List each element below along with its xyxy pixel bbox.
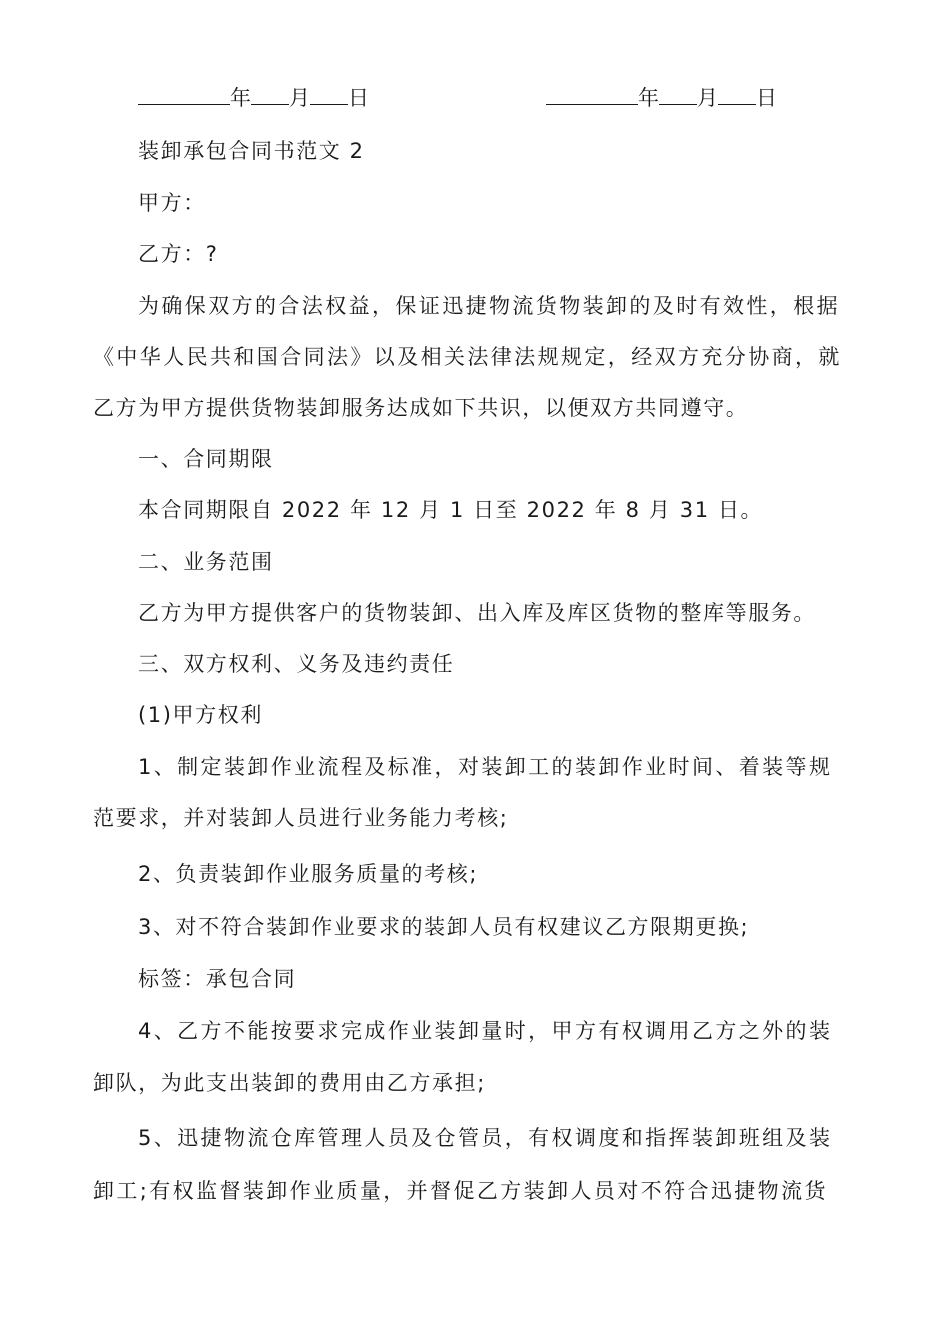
clause-line: 3、对不符合装卸作业要求的装卸人员有权建议乙方限期更换;: [138, 915, 750, 939]
clause-line: 卸队，为此支出装卸的费用由乙方承担;: [93, 1071, 486, 1095]
business-scope-text: 乙方为甲方提供客户的货物装卸、出入库及库区货物的整库等服务。: [138, 601, 816, 625]
day-label: 日: [756, 86, 777, 110]
clause-line: 5、迅捷物流仓库管理人员及仓管员，有权调度和指挥装卸班组及装: [138, 1126, 833, 1150]
year-label: 年: [638, 86, 659, 110]
month-blank: [659, 84, 697, 105]
sub-heading: (1)甲方权利: [138, 703, 263, 727]
section-heading: 二、业务范围: [138, 550, 274, 574]
day-label: 日: [348, 86, 369, 110]
document-title: 装卸承包合同书范文 2: [138, 139, 365, 163]
clause-line: 范要求，并对装卸人员进行业务能力考核;: [93, 806, 509, 830]
section-heading: 一、合同期限: [138, 447, 274, 471]
preamble-line: 乙方为甲方提供货物装卸服务达成如下共识，以便双方共同遵守。: [93, 396, 749, 420]
day-blank: [310, 84, 348, 105]
section-heading: 三、双方权利、义务及违约责任: [138, 652, 455, 676]
month-label: 月: [697, 86, 718, 110]
party-a-label: 甲方：: [138, 191, 206, 215]
preamble-line: 《中华人民共和国合同法》以及相关法律法规规定，经双方充分协商，就: [93, 345, 842, 369]
signature-date-left: [138, 84, 369, 111]
clause-line: 卸工;有权监督装卸作业质量，并督促乙方装卸人员对不符合迅捷物流货: [93, 1179, 828, 1203]
tag-line: 标签：承包合同: [138, 967, 297, 991]
year-blank: [546, 84, 638, 105]
party-b-label: 乙方：?: [138, 242, 219, 266]
month-label: 月: [289, 86, 310, 110]
preamble-line: 为确保双方的合法权益，保证迅捷物流货物装卸的及时有效性，根据: [138, 294, 840, 318]
day-blank: [718, 84, 756, 105]
clause-line: 1、制定装卸作业流程及标准，对装卸工的装卸作业时间、着装等规: [138, 755, 833, 779]
year-label: 年: [230, 86, 251, 110]
contract-term-text: 本合同期限自 2022 年 12 月 1 日至 2022 年 8 月 31 日。: [138, 498, 764, 522]
month-blank: [251, 84, 289, 105]
signature-date-right: [546, 84, 777, 111]
year-blank: [138, 84, 230, 105]
clause-line: 2、负责装卸作业服务质量的考核;: [138, 862, 479, 886]
clause-line: 4、乙方不能按要求完成作业装卸量时，甲方有权调用乙方之外的装: [138, 1019, 833, 1043]
